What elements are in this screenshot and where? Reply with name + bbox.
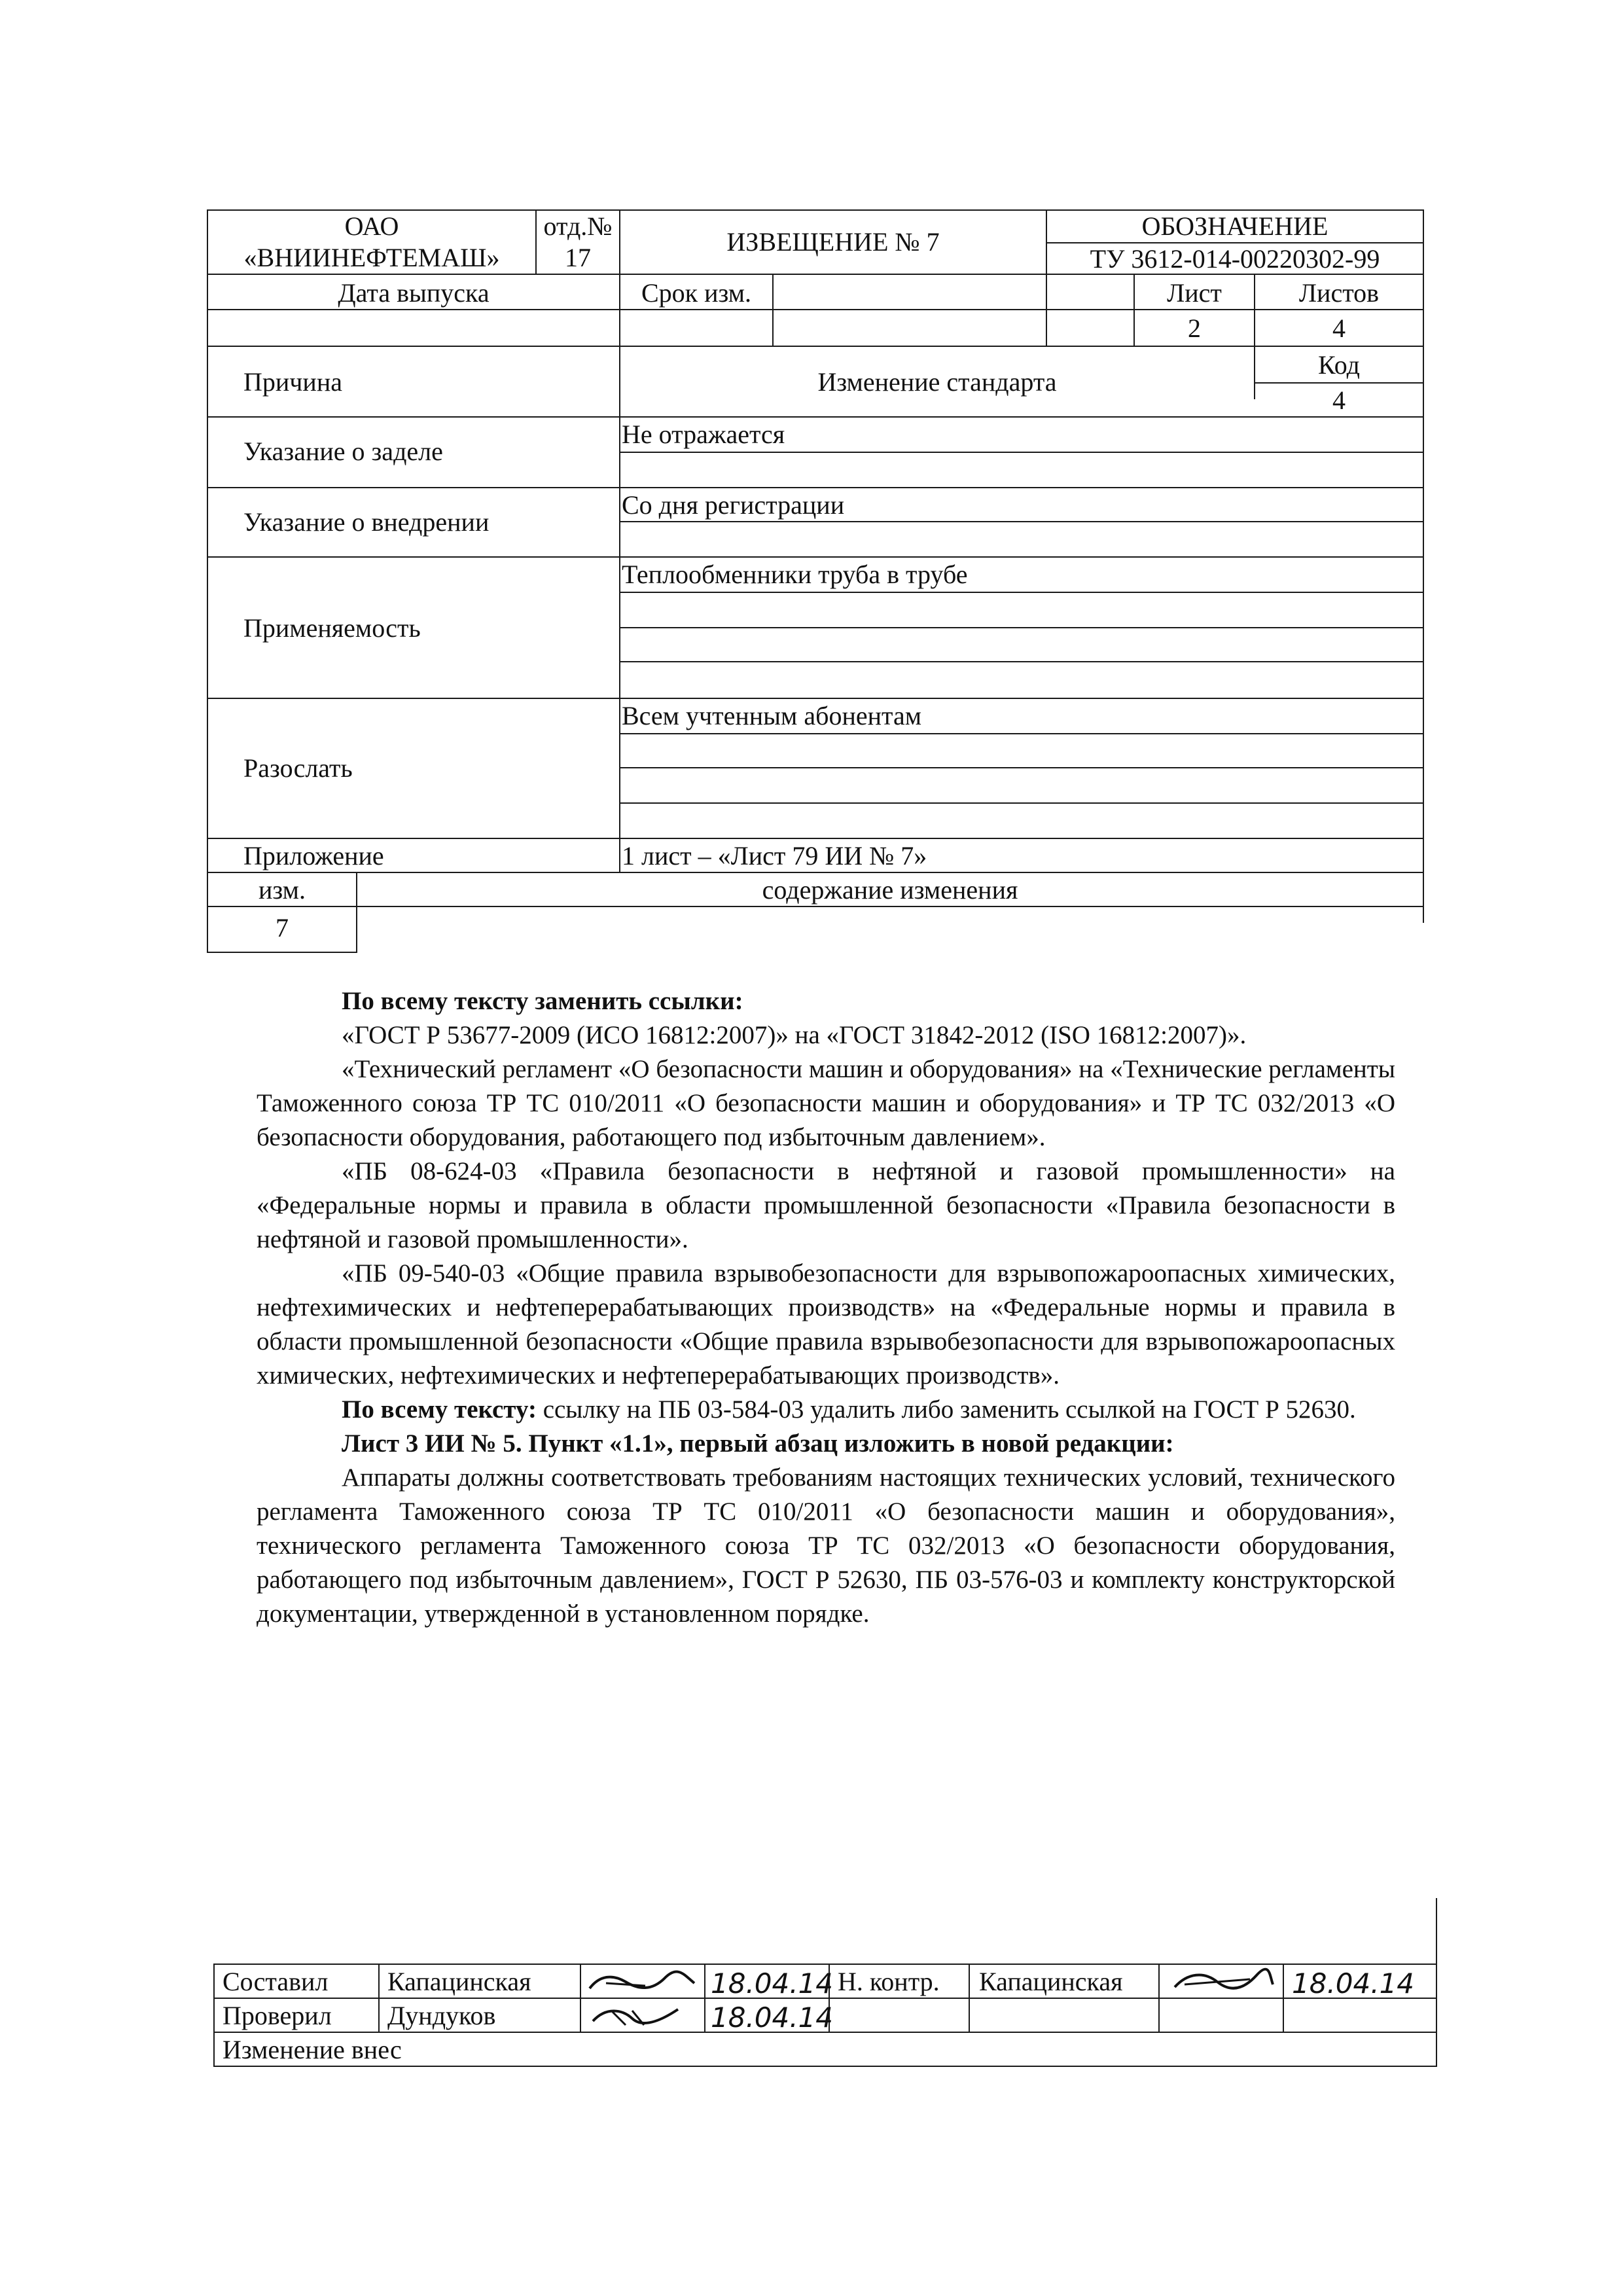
norm-control-signature — [1171, 1967, 1276, 1994]
designation-value: ТУ 3612-014-00220302-99 — [1090, 244, 1380, 274]
distribution-label: Разослать — [243, 753, 353, 783]
change-content — [257, 984, 1395, 1631]
checked-name: Дундуков — [387, 2001, 496, 2030]
entered-label: Изменение внес — [223, 2035, 402, 2064]
backlog-value: Не отражается — [622, 420, 785, 449]
applicability-value: Теплообменники труба в трубе — [622, 560, 968, 589]
checked-signature — [586, 2003, 698, 2029]
content-heading-1: По всему тексту заменить ссылки: — [342, 987, 743, 1015]
implementation-label: Указание о внедрении — [243, 507, 490, 537]
change-content-header: содержание изменения — [762, 875, 1018, 905]
content-paragraph-3: «ПБ 08-624-03 «Правила безопасности в нефтяной и газовой промышленности» на «Федеральные нормы и правила в области промышленной безопасности «Правила безопасности в нефтяной и газовой промышленности». — [257, 1157, 1395, 1253]
code-label: Код — [1318, 350, 1360, 380]
norm-control-date: 18.04.14 — [1292, 1967, 1415, 2000]
content-heading-2: Лист 3 ИИ № 5. Пункт «1.1», первый абзац изложить в новой редакции: — [342, 1429, 1174, 1458]
org-name-line1: ОАО — [344, 211, 399, 241]
checked-date: 18.04.14 — [711, 2001, 834, 2034]
distribution-value: Всем учтенным абонентам — [622, 701, 922, 730]
sheets-value: 4 — [1332, 314, 1346, 343]
checked-label: Проверил — [223, 2001, 332, 2030]
content-paragraph-4: «ПБ 09-540-03 «Общие правила взрывобезопасности для взрывопожароопасных химических, нефтехимических и нефтеперерабатывающих производств» на «Федеральные нормы и правила в области промышленной безопасности «Общие правила взрывобезопасности для взрывопожароопасных химических, нефтехимических и нефтеперерабатывающих производств». — [257, 1259, 1395, 1390]
designation-label: ОБОЗНАЧЕНИЕ — [1141, 211, 1329, 241]
content-paragraph-2: «Технический регламент «О безопасности машин и оборудования» на «Технические регламенты Таможенного союза ТР ТС 010/2011 «О безопасности машин и оборудования» и ТР ТС 032/2013 «О безопасности оборудования, работающего под избыточным давлением». — [257, 1055, 1395, 1151]
compiled-name: Капацинская — [387, 1967, 531, 1996]
backlog-label: Указание о заделе — [243, 437, 443, 466]
content-paragraph-5 — [257, 1393, 1395, 1427]
dept-label: отд.№ — [543, 211, 613, 241]
sheet-value: 2 — [1188, 314, 1201, 343]
content-paragraph-5-rest: ссылку на ПБ 03-584-03 удалить либо заменить ссылкой на ГОСТ Р 52630. — [536, 1395, 1356, 1424]
reason-value: Изменение стандарта — [817, 367, 1057, 397]
applicability-label: Применяемость — [243, 613, 421, 643]
org-name-line2: «ВНИИНЕФТЕМАШ» — [243, 243, 500, 272]
sheet-label: Лист — [1167, 278, 1222, 308]
change-no-value: 7 — [276, 913, 289, 942]
appendix-label: Приложение — [243, 841, 384, 870]
change-term-label: Срок изм. — [641, 278, 752, 308]
appendix-value: 1 лист – «Лист 79 ИИ № 7» — [622, 841, 927, 870]
content-paragraph-1: «ГОСТ Р 53677-2009 (ИСО 16812:2007)» на «ГОСТ 31842-2012 (ISO 16812:2007)». — [342, 1021, 1247, 1049]
code-value: 4 — [1332, 386, 1346, 415]
compiled-signature — [586, 1969, 698, 1995]
sheets-label: Листов — [1298, 278, 1380, 308]
content-paragraph-6: Аппараты должны соответствовать требованиям настоящих технических условий, технического регламента Таможенного союза ТР ТС 010/2011 «О безопасности машин и оборудования», технического регламента Таможенного союза ТР ТС 032/2013 «О безопасности оборудования, работающего под избыточным давлением», ГОСТ Р 52630, ПБ 03-576-03 и комплекту конструкторской документации, утвержденной в установленном порядке. — [257, 1463, 1395, 1628]
implementation-value: Со дня регистрации — [622, 490, 845, 520]
norm-control-label: Н. контр. — [838, 1967, 940, 1996]
change-no-header: изм. — [259, 875, 306, 905]
compiled-date: 18.04.14 — [711, 1967, 834, 2000]
issue-date-label: Дата выпуска — [338, 278, 490, 308]
notice-title: ИЗВЕЩЕНИЕ № 7 — [726, 227, 940, 257]
compiled-label: Составил — [223, 1967, 329, 1996]
content-paragraph-5-bold: По всему тексту: — [342, 1395, 537, 1424]
norm-control-name: Капацинская — [979, 1967, 1123, 1996]
reason-label: Причина — [243, 367, 342, 397]
dept-value: 17 — [565, 243, 591, 272]
